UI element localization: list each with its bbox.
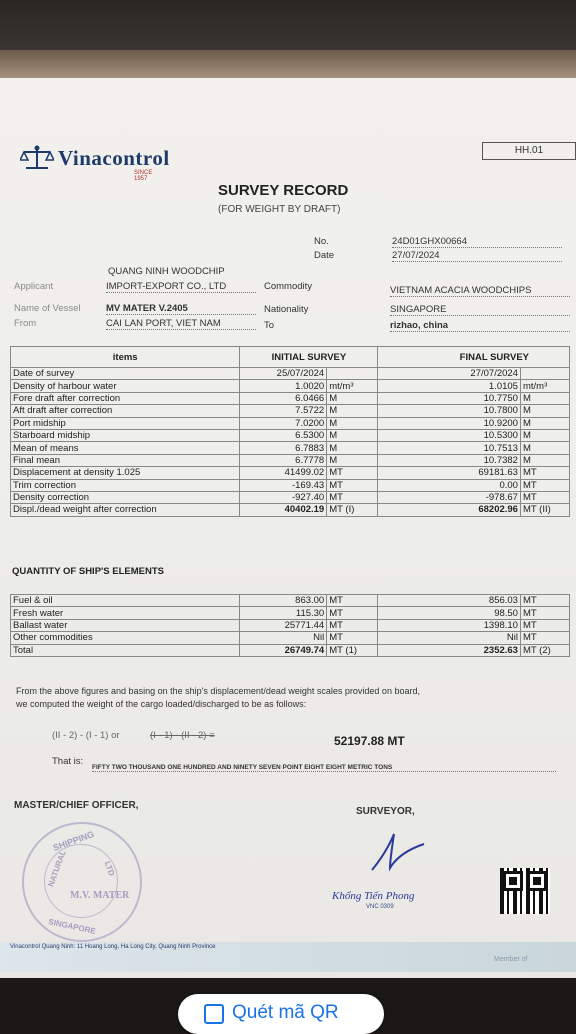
row-item: Ballast water: [11, 619, 240, 631]
header-items: items: [11, 347, 240, 368]
initial-value: 7.0200: [240, 417, 327, 429]
applicant-value-line1: QUANG NINH WOODCHIP: [108, 266, 225, 277]
initial-value: 6.0466: [240, 392, 327, 404]
statement-line2: we computed the weight of the cargo loaded/discharged to be as follows:: [16, 699, 307, 709]
final-unit: MT: [520, 632, 569, 644]
row-item: Displacement at density 1.025: [11, 467, 240, 479]
final-unit: [520, 368, 569, 380]
table-row: [11, 467, 570, 479]
initial-value: 6.7778: [240, 454, 327, 466]
applicant-label: Applicant: [14, 281, 54, 292]
row-item: Fresh water: [11, 607, 240, 619]
final-unit: MT: [520, 595, 569, 607]
table-row: [11, 479, 570, 491]
table-row: [11, 607, 570, 619]
initial-value: 7.5722: [240, 405, 327, 417]
initial-unit: MT (1): [327, 644, 378, 656]
ship-elements-title: QUANTITY OF SHIP'S ELEMENTS: [12, 566, 164, 577]
document-subtitle: (FOR WEIGHT BY DRAFT): [218, 204, 341, 215]
final-unit: M: [520, 454, 569, 466]
surveyor-name: Khổng Tiến Phong: [332, 890, 415, 902]
date-value: 27/07/2024: [392, 250, 562, 262]
row-item: Trim correction: [11, 479, 240, 491]
table-row: [11, 380, 570, 392]
table-row: [11, 392, 570, 404]
final-unit: M: [520, 442, 569, 454]
row-item: Fore draft after correction: [11, 392, 240, 404]
initial-value: 41499.02: [240, 467, 327, 479]
surveyor-signature: [368, 830, 428, 874]
form-code-box: HH.01: [482, 142, 576, 160]
initial-unit: MT: [327, 467, 378, 479]
to-label: To: [264, 320, 275, 331]
initial-unit: MT (I): [327, 504, 378, 516]
initial-value: 26749.74: [240, 644, 327, 656]
to-value: rizhao, china: [390, 320, 570, 332]
draft-survey-table: [10, 346, 570, 517]
table-row: [11, 429, 570, 441]
final-unit: MT: [520, 619, 569, 631]
initial-unit: M: [327, 454, 378, 466]
stamp-top-text: SHIPPING: [51, 828, 96, 854]
initial-unit: M: [327, 442, 378, 454]
date-label: Date: [314, 250, 335, 261]
final-value: 10.9200: [378, 417, 521, 429]
final-unit: MT (2): [520, 644, 569, 656]
final-value: 1.0105: [378, 380, 521, 392]
stamp-ship-name: M.V. MATER: [70, 890, 130, 901]
initial-unit: [327, 368, 378, 380]
applicant-value-line2: IMPORT-EXPORT CO., LTD: [106, 281, 256, 293]
final-unit: mt/m³: [520, 380, 569, 392]
no-value: 24D01GHX00664: [392, 236, 562, 248]
row-item: Port midship: [11, 417, 240, 429]
final-unit: MT: [520, 491, 569, 503]
final-unit: M: [520, 429, 569, 441]
final-unit: MT: [520, 607, 569, 619]
row-item: Density of harbour water: [11, 380, 240, 392]
initial-value: 25/07/2024: [240, 368, 327, 380]
table-row: [11, 619, 570, 631]
stamp-left-text: NATURAL: [46, 849, 68, 888]
row-item: Date of survey: [11, 368, 240, 380]
initial-value: 6.7883: [240, 442, 327, 454]
document-qr-code[interactable]: [500, 868, 550, 914]
table-row: [11, 405, 570, 417]
table-row: [11, 644, 570, 656]
final-unit: MT (II): [520, 504, 569, 516]
ship-stamp: [22, 822, 142, 942]
surveyor-label: SURVEYOR,: [356, 806, 415, 817]
scales-logo-icon: [20, 144, 54, 170]
logo-name: Vinacontrol: [58, 146, 170, 170]
final-value: 27/07/2024: [378, 368, 521, 380]
initial-value: 40402.19: [240, 504, 327, 516]
vinacontrol-logo: [20, 144, 170, 182]
initial-value: Nil: [240, 632, 327, 644]
footer-address: Vinacontrol Quang Ninh: 11 Hoang Long, Ha Long City, Quang Ninh Province: [10, 944, 216, 950]
survey-record-document: [0, 78, 576, 978]
initial-unit: MT: [327, 607, 378, 619]
initial-value: -169.43: [240, 479, 327, 491]
table-header-row: [11, 347, 570, 368]
final-value: Nil: [378, 632, 521, 644]
row-item: Starboard midship: [11, 429, 240, 441]
initial-value: 115.30: [240, 607, 327, 619]
table-row: [11, 595, 570, 607]
final-unit: M: [520, 405, 569, 417]
final-value: 69181.63: [378, 467, 521, 479]
final-value: 10.7750: [378, 392, 521, 404]
initial-unit: MT: [327, 491, 378, 503]
vessel-label: Name of Vessel: [14, 303, 81, 314]
header-initial-survey: INITIAL SURVEY: [240, 347, 378, 368]
header-final-survey: FINAL SURVEY: [378, 347, 570, 368]
initial-unit: MT: [327, 595, 378, 607]
cargo-weight-result: 52197.88 MT: [334, 734, 405, 748]
initial-unit: MT: [327, 632, 378, 644]
initial-unit: M: [327, 429, 378, 441]
stamp-right-text: LTD: [102, 859, 117, 878]
footer-bar: [0, 942, 576, 972]
commodity-value: VIETNAM ACACIA WOODCHIPS: [390, 285, 570, 297]
stamp-port: SINGAPORE: [47, 917, 97, 936]
document-title: SURVEY RECORD: [218, 182, 349, 199]
initial-unit: M: [327, 405, 378, 417]
final-value: -978.67: [378, 491, 521, 503]
row-item: Total: [11, 644, 240, 656]
initial-unit: MT: [327, 619, 378, 631]
final-value: 2352.63: [378, 644, 521, 656]
scan-qr-button[interactable]: [178, 994, 384, 1034]
initial-value: 863.00: [240, 595, 327, 607]
surveyor-code: VNC 0309: [366, 904, 394, 910]
final-value: 0.00: [378, 479, 521, 491]
initial-unit: mt/m³: [327, 380, 378, 392]
footer-member-of: Member of: [494, 956, 528, 963]
final-value: 68202.96: [378, 504, 521, 516]
statement-line1: From the above figures and basing on the ship's displacement/dead weight scales provided on board,: [16, 686, 420, 696]
table-row: [11, 504, 570, 516]
nationality-value: SINGAPORE: [390, 304, 570, 316]
row-item: Aft draft after correction: [11, 405, 240, 417]
initial-value: -927.40: [240, 491, 327, 503]
final-value: 856.03: [378, 595, 521, 607]
initial-value: 25771.44: [240, 619, 327, 631]
final-value: 10.7800: [378, 405, 521, 417]
initial-value: 1.0020: [240, 380, 327, 392]
row-item: Density correction: [11, 491, 240, 503]
from-value: CAI LAN PORT, VIET NAM: [106, 318, 256, 330]
table-row: [11, 454, 570, 466]
table-row: [11, 442, 570, 454]
no-label: No.: [314, 236, 329, 247]
final-value: 10.7513: [378, 442, 521, 454]
table-row: [11, 368, 570, 380]
formula-option-b: (I - 1) - (II - 2) =: [150, 730, 215, 741]
that-is-value: FIFTY TWO THOUSAND ONE HUNDRED AND NINETY SEVEN POINT EIGHT EIGHT METRIC TONS: [92, 764, 556, 772]
final-value: 1398.10: [378, 619, 521, 631]
final-unit: M: [520, 417, 569, 429]
final-unit: MT: [520, 467, 569, 479]
vessel-value: MV MATER V.2405: [106, 303, 256, 315]
formula-option-a: (II - 2) - (I - 1) or: [52, 730, 120, 741]
nationality-label: Nationality: [264, 304, 309, 315]
scan-qr-label: Quét mã QR: [232, 1002, 339, 1023]
row-item: Final mean: [11, 454, 240, 466]
final-value: 10.5300: [378, 429, 521, 441]
final-unit: MT: [520, 479, 569, 491]
that-is-label: That is:: [52, 756, 84, 767]
final-value: 98.50: [378, 607, 521, 619]
final-value: 10.7382: [378, 454, 521, 466]
table-row: [11, 417, 570, 429]
final-unit: M: [520, 392, 569, 404]
initial-unit: MT: [327, 479, 378, 491]
initial-unit: M: [327, 417, 378, 429]
row-item: Other commodities: [11, 632, 240, 644]
paper-edge-shadow: [0, 50, 576, 80]
initial-unit: M: [327, 392, 378, 404]
from-label: From: [14, 318, 37, 329]
table-row: [11, 491, 570, 503]
initial-value: 6.5300: [240, 429, 327, 441]
commodity-label: Commodity: [264, 281, 313, 292]
photo-background: [0, 0, 576, 52]
logo-since: SINCE 1957: [134, 170, 153, 182]
master-officer-label: MASTER/CHIEF OFFICER,: [14, 800, 139, 811]
row-item: Fuel & oil: [11, 595, 240, 607]
qr-scan-icon: [204, 1004, 224, 1024]
ship-elements-table: [10, 594, 570, 657]
row-item: Mean of means: [11, 442, 240, 454]
row-item: Displ./dead weight after correction: [11, 504, 240, 516]
table-row: [11, 632, 570, 644]
